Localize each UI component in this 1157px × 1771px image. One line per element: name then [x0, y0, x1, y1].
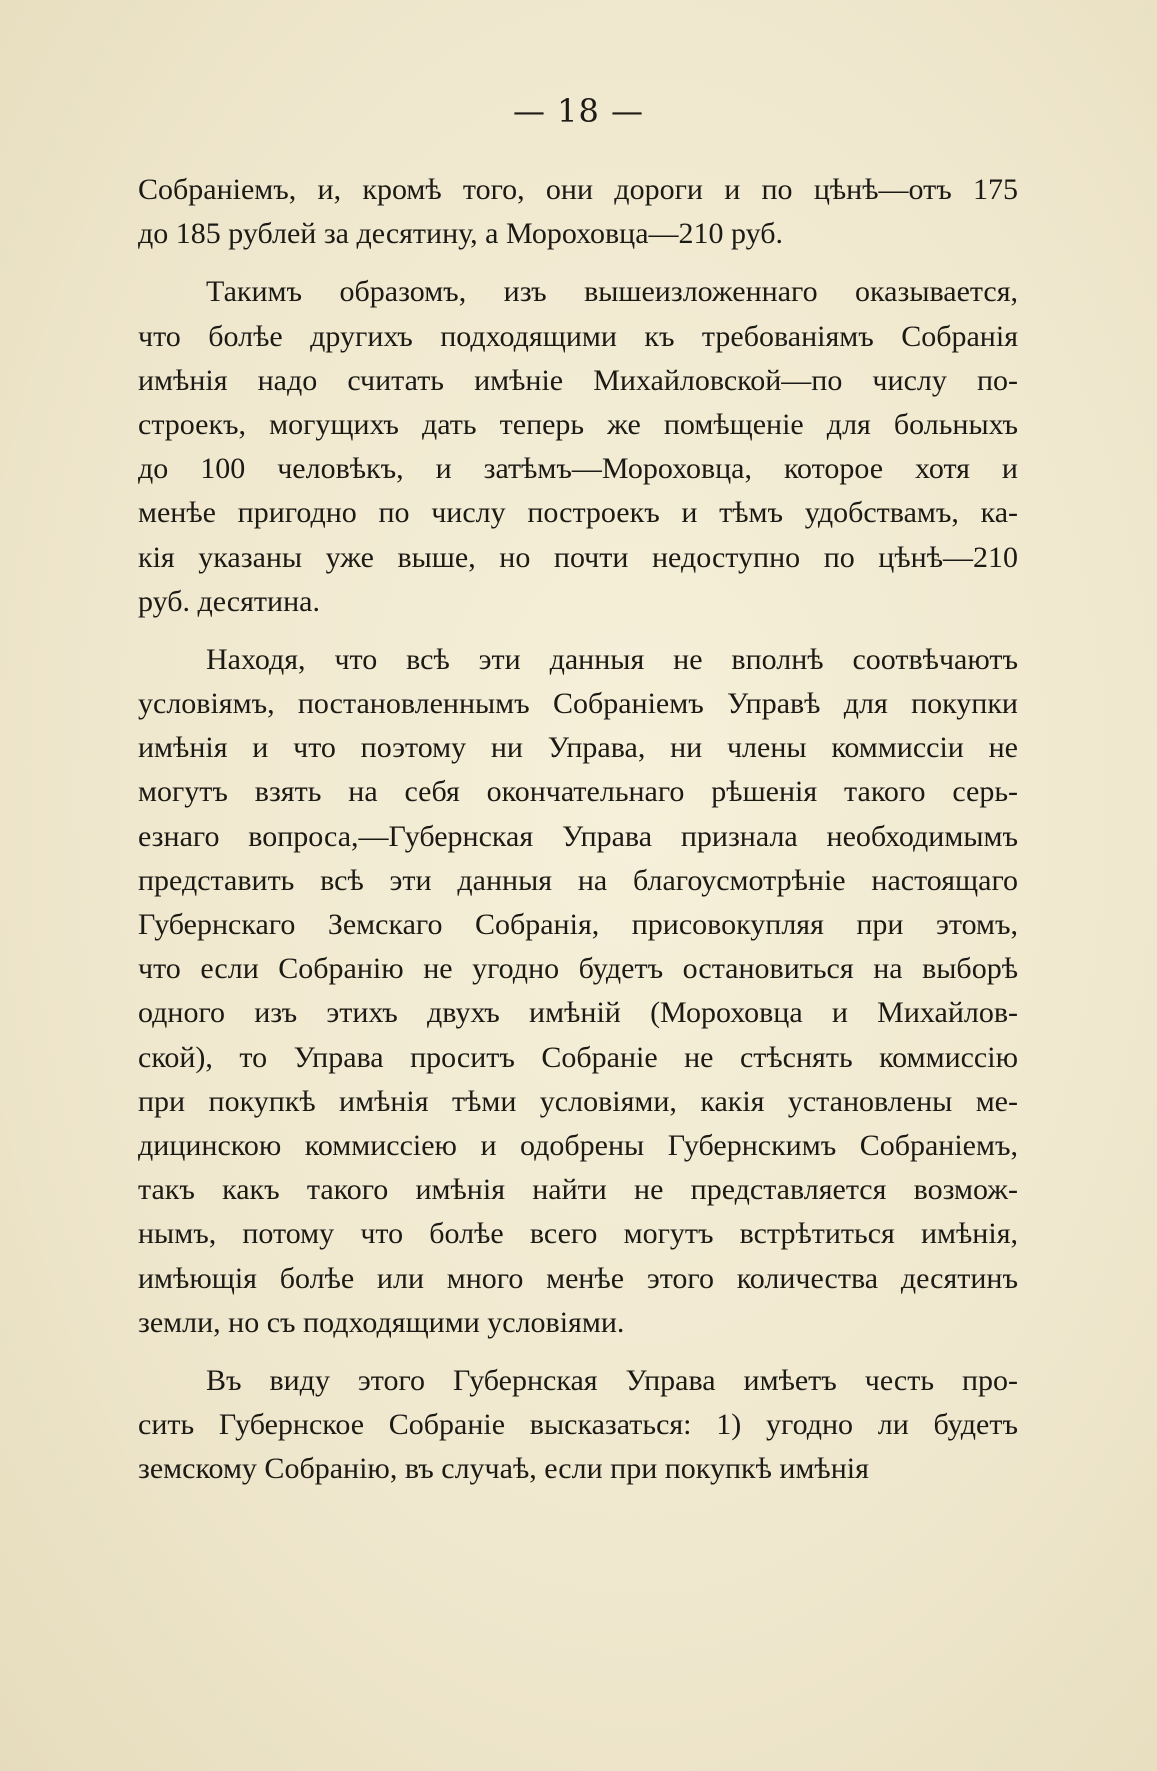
text-line: строекъ, могущихъ дать теперь же помѣщеніе для больныхъ — [138, 407, 1018, 441]
text-line: могутъ взять на себя окончательнаго рѣшенія такого серь- — [138, 775, 1018, 809]
text-line: представить всѣ эти данныя на благоусмотрѣніе настоящаго — [138, 863, 1018, 897]
text-line: имѣющія болѣе или много менѣе этого количества десятинъ — [138, 1261, 1018, 1295]
paragraph — [138, 1359, 1018, 1492]
text-line: нымъ, потому что болѣе всего могутъ встрѣтиться имѣнія, — [138, 1217, 1018, 1251]
text-line: Губернскаго Земскаго Собранія, присовокупляя при этомъ, — [138, 908, 1018, 941]
text-line: одного изъ этихъ двухъ имѣній (Мороховца и Михайлов- — [138, 996, 1018, 1030]
text-line: земскому Собранію, въ случаѣ, если при покупкѣ имѣнія — [138, 1452, 869, 1486]
text-line: езнаго вопроса,—Губернская Управа признала необходимымъ — [138, 819, 1018, 853]
text-line: до 100 человѣкъ, и затѣмъ—Мороховца, которое хотя и — [138, 452, 1018, 486]
text-line: при покупкѣ имѣнія тѣми условіями, какія установлены ме- — [138, 1084, 1018, 1118]
text-line: земли, но съ подходящими условіями. — [138, 1305, 625, 1339]
text-line: Такимъ образомъ, изъ вышеизложеннаго оказывается, — [206, 275, 1018, 309]
text-line: условіямъ, постановленнымъ Собраніемъ Управѣ для покупки — [138, 687, 1018, 721]
text-line: сить Губернское Собраніе высказаться: 1) угодно ли будетъ — [138, 1408, 1018, 1442]
paragraph — [138, 638, 1018, 1345]
text-line: дицинскою коммиссіею и одобрены Губернскимъ Собраніемъ, — [138, 1128, 1018, 1162]
text-line: Находя, что всѣ эти данныя не вполнѣ соотвѣчаютъ — [206, 642, 1018, 676]
page-number: — 18 — — [512, 92, 645, 130]
text-line: Собраніемъ, и, кромѣ того, они дороги и по цѣнѣ—отъ 175 — [138, 173, 1018, 206]
text-line: такъ какъ такого имѣнія найти не представляется возмож- — [138, 1173, 1018, 1207]
paragraph — [138, 270, 1018, 624]
text-line: до 185 рублей за десятину, а Мороховца—210 руб. — [138, 217, 784, 251]
text-line: что если Собранію не угодно будетъ остановиться на выборѣ — [138, 952, 1018, 986]
text-line: кія указаны уже выше, но почти недоступно по цѣнѣ—210 — [138, 540, 1018, 574]
text-line: имѣнія и что поэтому ни Управа, ни члены коммиссіи не — [138, 731, 1018, 765]
text-line: руб. десятина. — [138, 584, 320, 618]
paragraph — [138, 168, 1018, 256]
text-line: менѣе пригодно по числу построекъ и тѣмъ удобствамъ, ка- — [138, 496, 1018, 530]
text-line: имѣнія надо считать имѣніе Михайловской—по числу по- — [138, 363, 1018, 397]
text-line: ской), то Управа проситъ Собраніе не стѣснять коммиссію — [138, 1040, 1018, 1074]
body-text — [138, 168, 1018, 1505]
text-line: что болѣе другихъ подходящими къ требованіямъ Собранія — [138, 319, 1018, 353]
text-line: Въ виду этого Губернская Управа имѣетъ честь про- — [206, 1363, 1018, 1397]
